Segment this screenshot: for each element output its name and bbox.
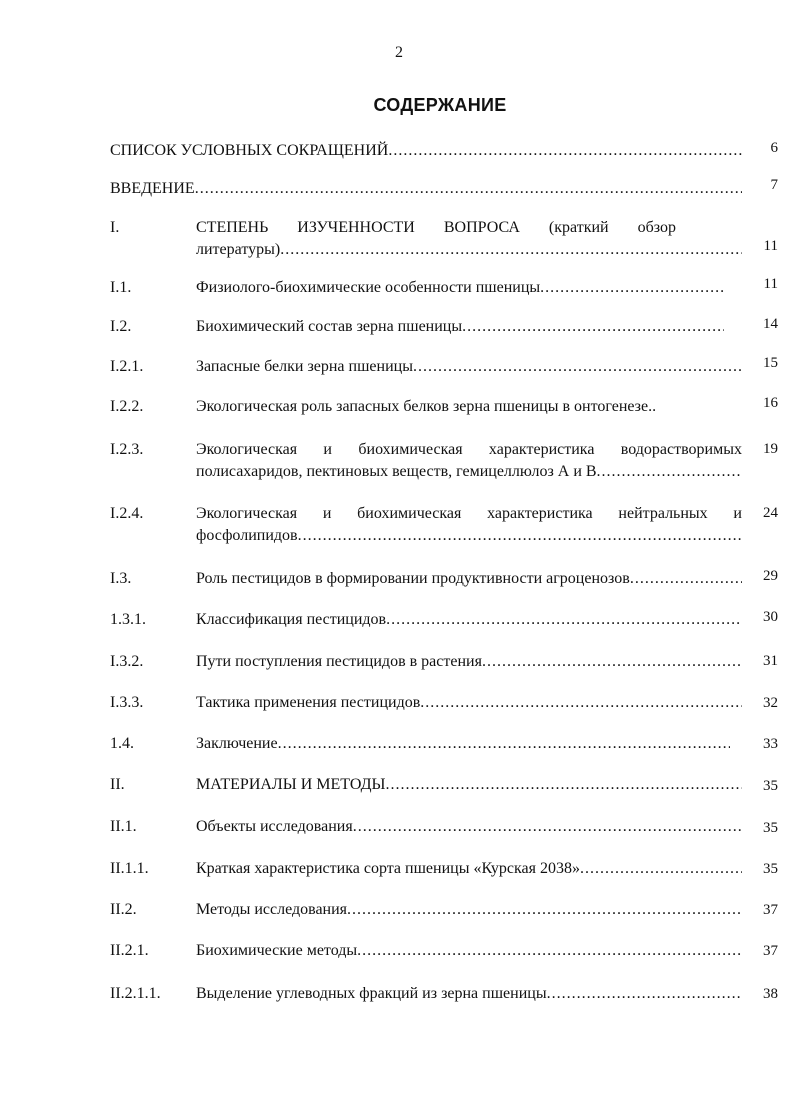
toc-entry-number: I.2.3. — [110, 441, 144, 458]
toc-entry-page: 11 — [763, 276, 778, 292]
toc-leader-dots — [347, 899, 742, 921]
toc-leader-dots — [482, 651, 742, 673]
toc-leader-dots — [278, 733, 730, 755]
toc-entry-number: II.2.1. — [110, 942, 149, 959]
toc-entry-number: 1.3.1. — [110, 611, 146, 628]
toc-entry-page: 7 — [770, 177, 778, 193]
toc-entry-number: I.2.1. — [110, 358, 144, 375]
toc-entry-page: 38 — [763, 986, 778, 1002]
toc-entry-text: Заключение — [196, 735, 278, 752]
toc-entry-page: 6 — [770, 140, 778, 156]
toc-entry-page: 35 — [763, 778, 778, 794]
toc-entry-page: 37 — [763, 902, 778, 918]
toc-leader-dots — [195, 178, 742, 200]
toc-entry-number: II.2. — [110, 901, 137, 918]
toc-entry-number: I.3. — [110, 570, 132, 587]
toc-entry-text: Объекты исследования — [196, 818, 353, 835]
toc-entry-page: 11 — [763, 238, 778, 254]
toc-entry-text: СПИСОК УСЛОВНЫХ СОКРАЩЕНИЙ — [110, 142, 389, 159]
toc-entry-number: II.1. — [110, 818, 137, 835]
page-number: 2 — [395, 44, 403, 61]
toc-entry-text: Методы исследования — [196, 901, 348, 918]
toc-entry-page: 30 — [763, 609, 778, 625]
toc-entry-text: Биохимический состав зерна пшеницы — [196, 318, 463, 335]
toc-entry-number: II.2.1.1. — [110, 985, 161, 1002]
toc-entry-text: Экологическая роль запасных белков зерна пшеницы в онтогенезе.. — [196, 398, 657, 415]
toc-entry-page: 15 — [763, 355, 778, 371]
toc-entry-page: 19 — [763, 441, 778, 457]
toc-leader-dots — [357, 940, 742, 962]
toc-leader-dots — [353, 816, 742, 838]
toc-entry-number: I.2.4. — [110, 505, 144, 522]
toc-entry-text: МАТЕРИАЛЫ И МЕТОДЫ — [196, 776, 386, 793]
toc-entry-text: Экологическая и биохимическая характеристика водорастворимых — [196, 441, 742, 458]
toc-leader-dots — [597, 461, 742, 483]
toc-entry-text-cont: фосфолипидов — [196, 527, 298, 544]
toc-leader-dots — [547, 983, 742, 1005]
toc-entry-page: 16 — [763, 395, 778, 411]
toc-leader-dots — [386, 609, 742, 631]
toc-entry-page: 37 — [763, 943, 778, 959]
toc-entry-page: 35 — [763, 861, 778, 877]
toc-entry-text: Тактика применения пестицидов — [196, 694, 421, 711]
toc-entry-page: 33 — [763, 736, 778, 752]
toc-leader-dots — [540, 277, 724, 299]
toc-entry-page: 35 — [763, 820, 778, 836]
toc-entry-number: I.3.2. — [110, 653, 144, 670]
toc-entry-number: II. — [110, 776, 125, 793]
toc-entry-number: I.3.3. — [110, 694, 144, 711]
toc-entry-text: ВВЕДЕНИЕ — [110, 180, 195, 197]
page-title: СОДЕРЖАНИЕ — [373, 95, 507, 115]
toc-leader-dots — [298, 525, 742, 547]
toc-entry-page: 14 — [763, 316, 778, 332]
toc-entry-text: Экологическая и биохимическая характеристика нейтральных и — [196, 505, 742, 522]
toc-entry-number: II.1.1. — [110, 860, 149, 877]
toc-entry-text: Роль пестицидов в формировании продуктивности агроценозов — [196, 570, 630, 587]
toc-leader-dots — [280, 239, 742, 261]
toc-entry-number: 1.4. — [110, 735, 134, 752]
toc-entry-page: 24 — [763, 505, 778, 521]
toc-entry-page: 29 — [763, 568, 778, 584]
toc-entry-page: 31 — [763, 653, 778, 669]
toc-entry-text: Биохимические методы — [196, 942, 358, 959]
toc-entry-number: I. — [110, 219, 120, 236]
toc-entry-text: СТЕПЕНЬ ИЗУЧЕННОСТИ ВОПРОСА (краткий обзор — [196, 219, 676, 236]
toc-leader-dots — [462, 316, 724, 338]
toc-entry-text: Пути поступления пестицидов в растения — [196, 653, 482, 670]
toc-leader-dots — [385, 774, 742, 796]
toc-leader-dots — [630, 568, 742, 590]
toc-leader-dots — [420, 692, 742, 714]
toc-leader-dots — [413, 356, 742, 378]
toc-leader-dots — [388, 140, 742, 162]
toc-entry-text: Выделение углеводных фракций из зерна пшеницы — [196, 985, 547, 1002]
toc-entry-number: I.1. — [110, 279, 132, 296]
toc-entry-number: I.2. — [110, 318, 132, 335]
toc-entry-text-cont: полисахаридов, пектиновых веществ, гемицеллюлоз А и В — [196, 463, 597, 480]
toc-entry-text-cont: литературы) — [196, 241, 281, 258]
toc-leader-dots — [580, 858, 742, 880]
toc-entry-text: Физиолого-биохимические особенности пшеницы — [196, 279, 541, 296]
toc-entry-page: 32 — [763, 695, 778, 711]
toc-entry-text: Классификация пестицидов — [196, 611, 387, 628]
toc-entry-number: I.2.2. — [110, 398, 144, 415]
toc-entry-text: Краткая характеристика сорта пшеницы «Курская 2038» — [196, 860, 581, 877]
toc-entry-text: Запасные белки зерна пшеницы — [196, 358, 413, 375]
